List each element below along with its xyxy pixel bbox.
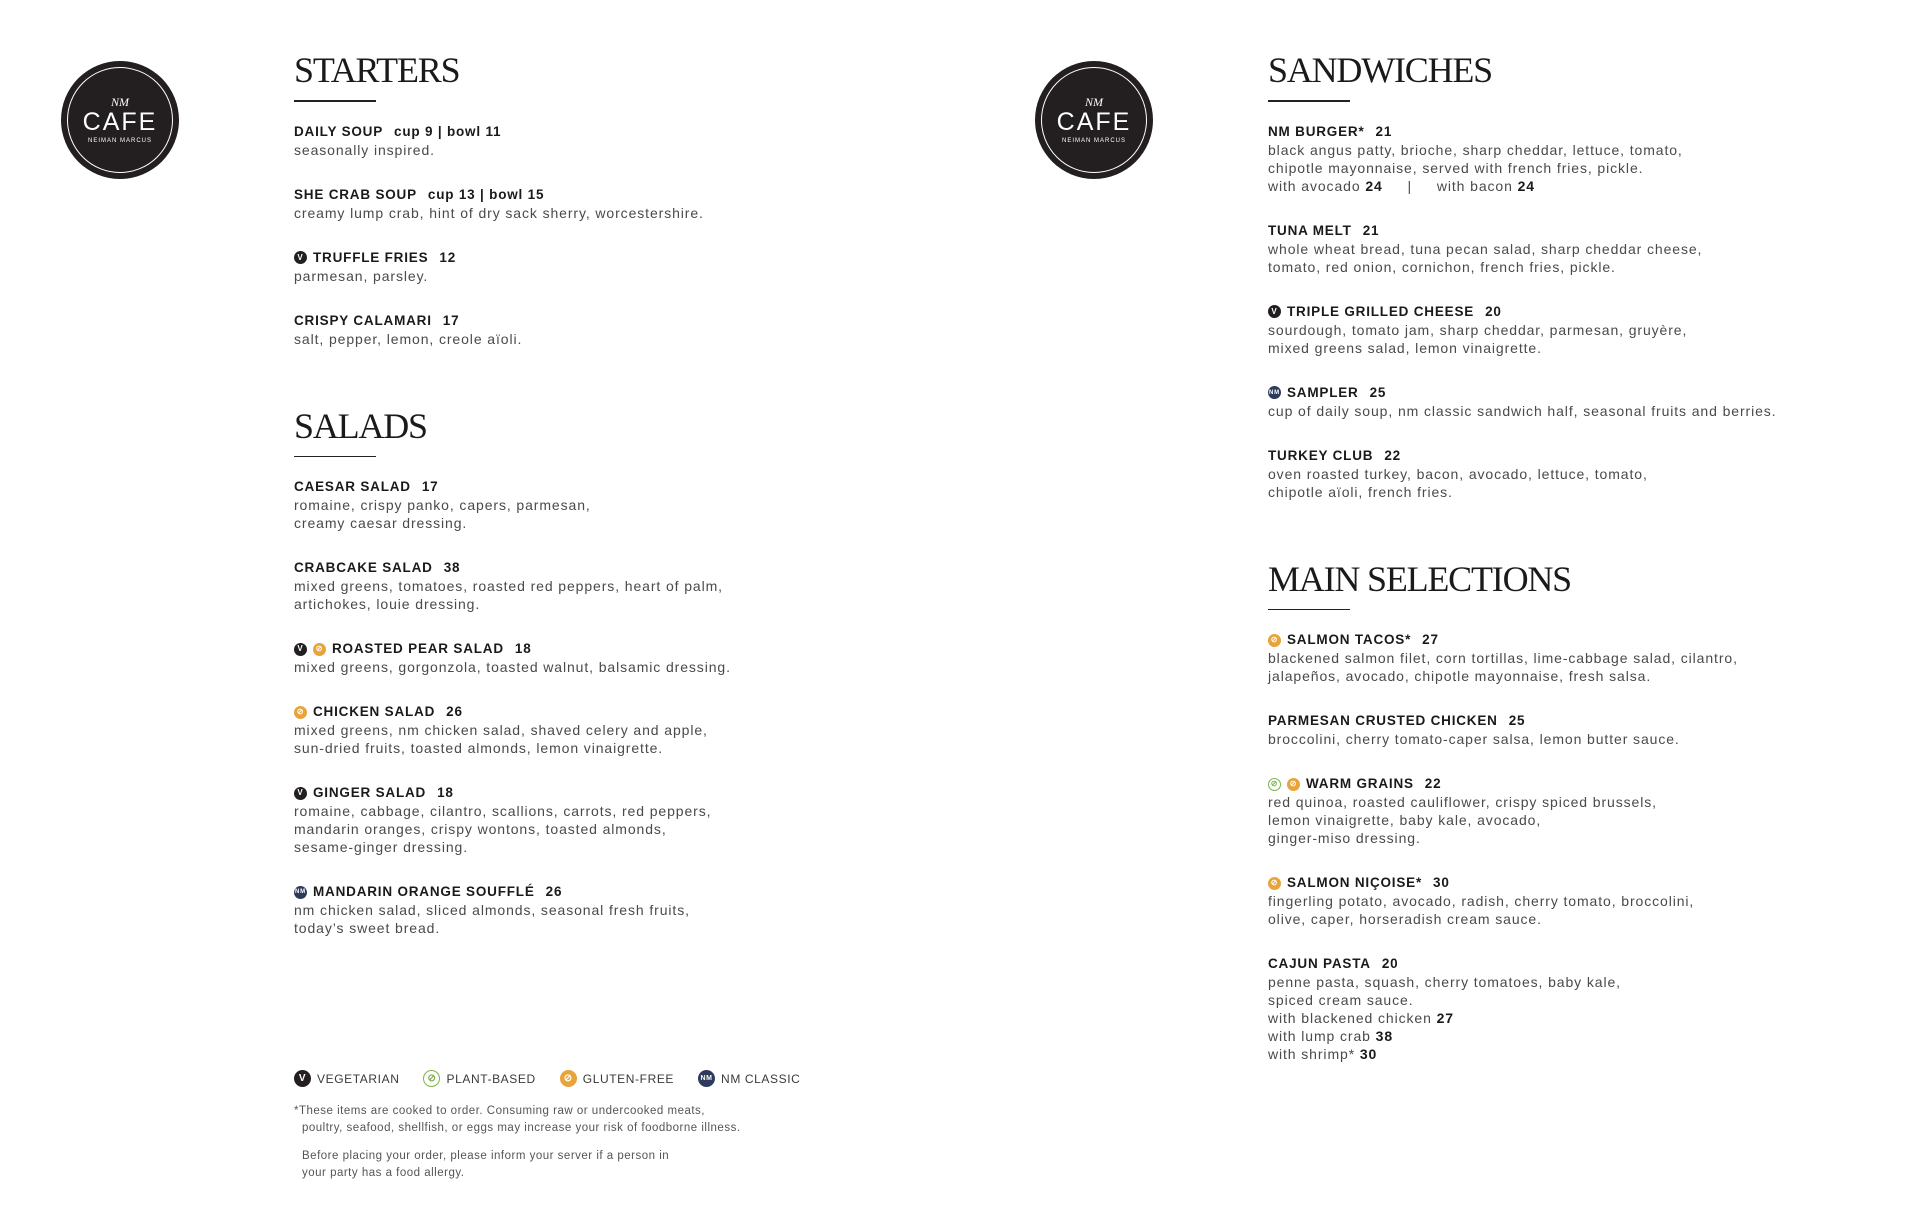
- disclaimer-line: your party has a food allergy.: [302, 1167, 465, 1179]
- item-description: nm chicken salad, sliced almonds, seasonal fresh fruits,: [294, 902, 690, 918]
- item-price: 26: [446, 704, 463, 719]
- disclaimer-line: poultry, seafood, shellfish, or eggs may increase your risk of foodborne illness.: [302, 1122, 741, 1134]
- dietary-legend: [294, 1070, 824, 1087]
- gluten-free-icon: ⊘: [560, 1070, 577, 1087]
- item-price: 25: [1369, 384, 1387, 400]
- item-name: SALMON NIÇOISE*: [1287, 875, 1423, 890]
- vegetarian-icon: V: [294, 643, 307, 656]
- vegetarian-icon: V: [294, 251, 307, 264]
- item-name: GINGER SALAD: [313, 785, 427, 800]
- item-description: mixed greens, nm chicken salad, shaved celery and apple,: [294, 722, 708, 738]
- addon-label: with blackened chicken: [1268, 1010, 1432, 1026]
- item-name: WARM GRAINS: [1306, 776, 1414, 791]
- nm-classic-icon: NM: [294, 886, 307, 899]
- menu-item-crispy-calamari: [294, 312, 894, 348]
- item-price: 18: [437, 785, 454, 800]
- menu-item-salmon-tacos: [1268, 631, 1908, 685]
- addon-price: 30: [1359, 1046, 1378, 1062]
- item-price: 25: [1508, 713, 1526, 728]
- menu-item-nm-burger: [1268, 123, 1908, 195]
- menu-item-truffle-fries: [294, 249, 894, 285]
- item-name: TRIPLE GRILLED CHEESE: [1287, 303, 1475, 319]
- gluten-free-icon: ⊘: [1268, 877, 1281, 890]
- item-name: SHE CRAB SOUP: [294, 186, 417, 202]
- item-description: oven roasted turkey, bacon, avocado, lettuce, tomato,: [1268, 465, 1648, 482]
- item-price: 20: [1381, 956, 1399, 971]
- item-price: 17: [421, 479, 439, 494]
- item-price: 22: [1384, 447, 1401, 463]
- section-divider: [294, 100, 376, 102]
- menu-item-daily-soup: [294, 123, 894, 159]
- vegetarian-icon: V: [294, 787, 307, 800]
- addon-label: with shrimp*: [1268, 1046, 1356, 1062]
- item-addons: [1268, 177, 1908, 195]
- item-price: 38: [443, 560, 461, 575]
- item-price: 18: [514, 641, 532, 656]
- addon-price: 24: [1365, 177, 1383, 194]
- item-description: creamy lump crab, hint of dry sack sherry, worcestershire.: [294, 204, 704, 221]
- sandwiches-title: SANDWICHES: [1268, 50, 1493, 90]
- item-description: tomato, red onion, cornichon, french fries, pickle.: [1268, 258, 1616, 275]
- gluten-free-icon: ⊘: [313, 643, 326, 656]
- gluten-free-icon: ⊘: [1268, 634, 1281, 647]
- item-name: SALMON TACOS*: [1287, 632, 1412, 647]
- logo-ring: [67, 67, 173, 173]
- menu-item-cajun-pasta: [1268, 955, 1908, 1063]
- item-description: creamy caesar dressing.: [294, 515, 468, 531]
- item-description: ginger-miso dressing.: [1268, 830, 1421, 846]
- addon-separator: |: [1407, 177, 1413, 194]
- addon-price: 38: [1375, 1028, 1394, 1044]
- item-addon: [1268, 1045, 1908, 1063]
- logo-word: CAFE: [82, 108, 158, 136]
- item-name: PARMESAN CRUSTED CHICKEN: [1268, 713, 1498, 728]
- menu-item-mandarin-orange-souffle: [294, 883, 894, 937]
- menu-item-turkey-club: [1268, 447, 1908, 501]
- item-name: TURKEY CLUB: [1268, 447, 1374, 463]
- item-name: CAJUN PASTA: [1268, 956, 1371, 971]
- logo-monogram: NM: [1085, 95, 1103, 109]
- item-name: TRUFFLE FRIES: [313, 249, 429, 265]
- item-description: sesame-ginger dressing.: [294, 839, 468, 855]
- item-description: salt, pepper, lemon, creole aïoli.: [294, 330, 523, 347]
- legend-plant-based: [423, 1070, 535, 1087]
- raw-food-disclaimer: [294, 1103, 741, 1137]
- nm-classic-icon: NM: [1268, 386, 1281, 399]
- legend-vegetarian: [294, 1070, 399, 1087]
- item-description: mixed greens, gorgonzola, toasted walnut, balsamic dressing.: [294, 659, 731, 675]
- item-description: black angus patty, brioche, sharp cheddar, lettuce, tomato,: [1268, 141, 1683, 158]
- item-description: mandarin oranges, crispy wontons, toasted almonds,: [294, 821, 667, 837]
- item-description: mixed greens, tomatoes, roasted red peppers, heart of palm,: [294, 578, 723, 594]
- item-description: penne pasta, squash, cherry tomatoes, baby kale,: [1268, 974, 1621, 990]
- item-name: TUNA MELT: [1268, 222, 1352, 238]
- item-price: 26: [545, 884, 563, 899]
- logo-monogram: NM: [111, 95, 129, 109]
- item-description: blackened salmon filet, corn tortillas, lime-cabbage salad, cilantro,: [1268, 650, 1738, 666]
- item-price: 12: [439, 249, 457, 265]
- leaf-icon: ⊘: [423, 1070, 440, 1087]
- section-divider: [1268, 100, 1350, 102]
- item-name: MANDARIN ORANGE SOUFFLÉ: [313, 884, 535, 899]
- legend-label: PLANT-BASED: [446, 1071, 536, 1086]
- menu-item-crabcake-salad: [294, 559, 894, 613]
- item-price: 17: [442, 312, 460, 328]
- menu-item-ginger-salad: [294, 784, 894, 856]
- item-description: romaine, crispy panko, capers, parmesan,: [294, 497, 591, 513]
- item-name: NM BURGER*: [1268, 123, 1365, 139]
- menu-item-she-crab-soup: [294, 186, 894, 222]
- item-name: SAMPLER: [1287, 384, 1359, 400]
- logo-ring: [1041, 67, 1147, 173]
- item-price: cup 9 | bowl 11: [394, 123, 502, 139]
- legend-nm-classic: [698, 1070, 800, 1087]
- item-description: lemon vinaigrette, baby kale, avocado,: [1268, 812, 1542, 828]
- left-column: [294, 50, 894, 964]
- item-price: 21: [1375, 123, 1393, 139]
- gluten-free-icon: ⊘: [294, 706, 307, 719]
- item-name: CRABCAKE SALAD: [294, 560, 433, 575]
- legend-label: GLUTEN-FREE: [582, 1071, 675, 1086]
- logo-subtitle: NEIMAN MARCUS: [87, 138, 152, 144]
- leaf-icon: ⊘: [1268, 778, 1281, 791]
- addon-label: with lump crab: [1268, 1028, 1371, 1044]
- cafe-logo-left: [61, 61, 179, 179]
- right-column: [1268, 50, 1908, 1090]
- item-description: sun-dried fruits, toasted almonds, lemon vinaigrette.: [294, 740, 664, 756]
- item-description: chipotle mayonnaise, served with french fries, pickle.: [1268, 159, 1644, 176]
- section-divider: [1268, 609, 1350, 611]
- item-description: romaine, cabbage, cilantro, scallions, carrots, red peppers,: [294, 803, 712, 819]
- item-name: DAILY SOUP: [294, 123, 384, 139]
- addon-label: with avocado: [1268, 177, 1361, 194]
- legend-gluten-free: [560, 1070, 674, 1087]
- legend-label: NM CLASSIC: [721, 1071, 801, 1086]
- section-divider: [294, 456, 376, 458]
- item-price: 30: [1433, 875, 1450, 890]
- addon-price: 27: [1436, 1010, 1454, 1026]
- item-description: sourdough, tomato jam, sharp cheddar, parmesan, gruyère,: [1268, 321, 1688, 338]
- item-description: chipotle aïoli, french fries.: [1268, 483, 1453, 500]
- menu-item-triple-grilled-cheese: [1268, 303, 1908, 357]
- item-price: 21: [1362, 222, 1380, 238]
- item-price: 22: [1424, 776, 1442, 791]
- item-description: spiced cream sauce.: [1268, 992, 1414, 1008]
- item-name: CRISPY CALAMARI: [294, 312, 432, 328]
- logo-subtitle: NEIMAN MARCUS: [1061, 138, 1126, 144]
- menu-item-chicken-salad: [294, 703, 894, 757]
- nm-classic-icon: NM: [698, 1070, 715, 1087]
- item-description: today’s sweet bread.: [294, 920, 441, 936]
- legend-label: VEGETARIAN: [317, 1071, 400, 1086]
- item-description: seasonally inspired.: [294, 141, 435, 158]
- item-price: cup 13 | bowl 15: [427, 186, 545, 202]
- main-selections-title: MAIN SELECTIONS: [1268, 558, 1571, 599]
- item-description: whole wheat bread, tuna pecan salad, sharp cheddar cheese,: [1268, 240, 1703, 257]
- allergy-disclaimer: [302, 1148, 669, 1182]
- menu-item-tuna-melt: [1268, 222, 1908, 276]
- item-name: CAESAR SALAD: [294, 479, 411, 494]
- item-description: fingerling potato, avocado, radish, cherry tomato, broccolini,: [1268, 893, 1695, 909]
- item-description: parmesan, parsley.: [294, 267, 429, 284]
- salads-title: SALADS: [294, 405, 427, 446]
- menu-item-salmon-nicoise: [1268, 874, 1908, 928]
- item-addon: [1268, 1027, 1908, 1045]
- item-description: artichokes, louie dressing.: [294, 596, 481, 612]
- disclaimer-line: Before placing your order, please inform your server if a person in: [302, 1150, 670, 1162]
- menu-item-roasted-pear-salad: [294, 640, 894, 676]
- addon-label: with bacon: [1436, 177, 1513, 194]
- item-description: olive, caper, horseradish cream sauce.: [1268, 911, 1542, 927]
- gluten-free-icon: ⊘: [1287, 778, 1300, 791]
- logo-word: CAFE: [1056, 108, 1132, 136]
- starters-title: STARTERS: [294, 50, 460, 90]
- menu-item-parmesan-crusted-chicken: [1268, 712, 1908, 748]
- menu-item-sampler: [1268, 384, 1908, 420]
- item-description: mixed greens salad, lemon vinaigrette.: [1268, 339, 1542, 356]
- vegetarian-icon: V: [294, 1070, 311, 1087]
- vegetarian-icon: V: [1268, 305, 1281, 318]
- item-description: jalapeños, avocado, chipotle mayonnaise, fresh salsa.: [1268, 668, 1652, 684]
- menu-item-warm-grains: [1268, 775, 1908, 847]
- item-price: 27: [1422, 632, 1439, 647]
- cafe-logo-right: [1035, 61, 1153, 179]
- item-name: ROASTED PEAR SALAD: [332, 641, 504, 656]
- addon-price: 24: [1517, 177, 1535, 194]
- item-addon: [1268, 1009, 1908, 1027]
- menu-item-caesar-salad: [294, 478, 894, 532]
- item-price: 20: [1485, 303, 1502, 319]
- item-name: CHICKEN SALAD: [313, 704, 436, 719]
- item-description: cup of daily soup, nm classic sandwich half, seasonal fruits and berries.: [1268, 402, 1777, 419]
- item-description: red quinoa, roasted cauliflower, crispy spiced brussels,: [1268, 794, 1657, 810]
- item-description: broccolini, cherry tomato-caper salsa, lemon butter sauce.: [1268, 731, 1680, 747]
- disclaimer-line: *These items are cooked to order. Consuming raw or undercooked meats,: [294, 1105, 705, 1117]
